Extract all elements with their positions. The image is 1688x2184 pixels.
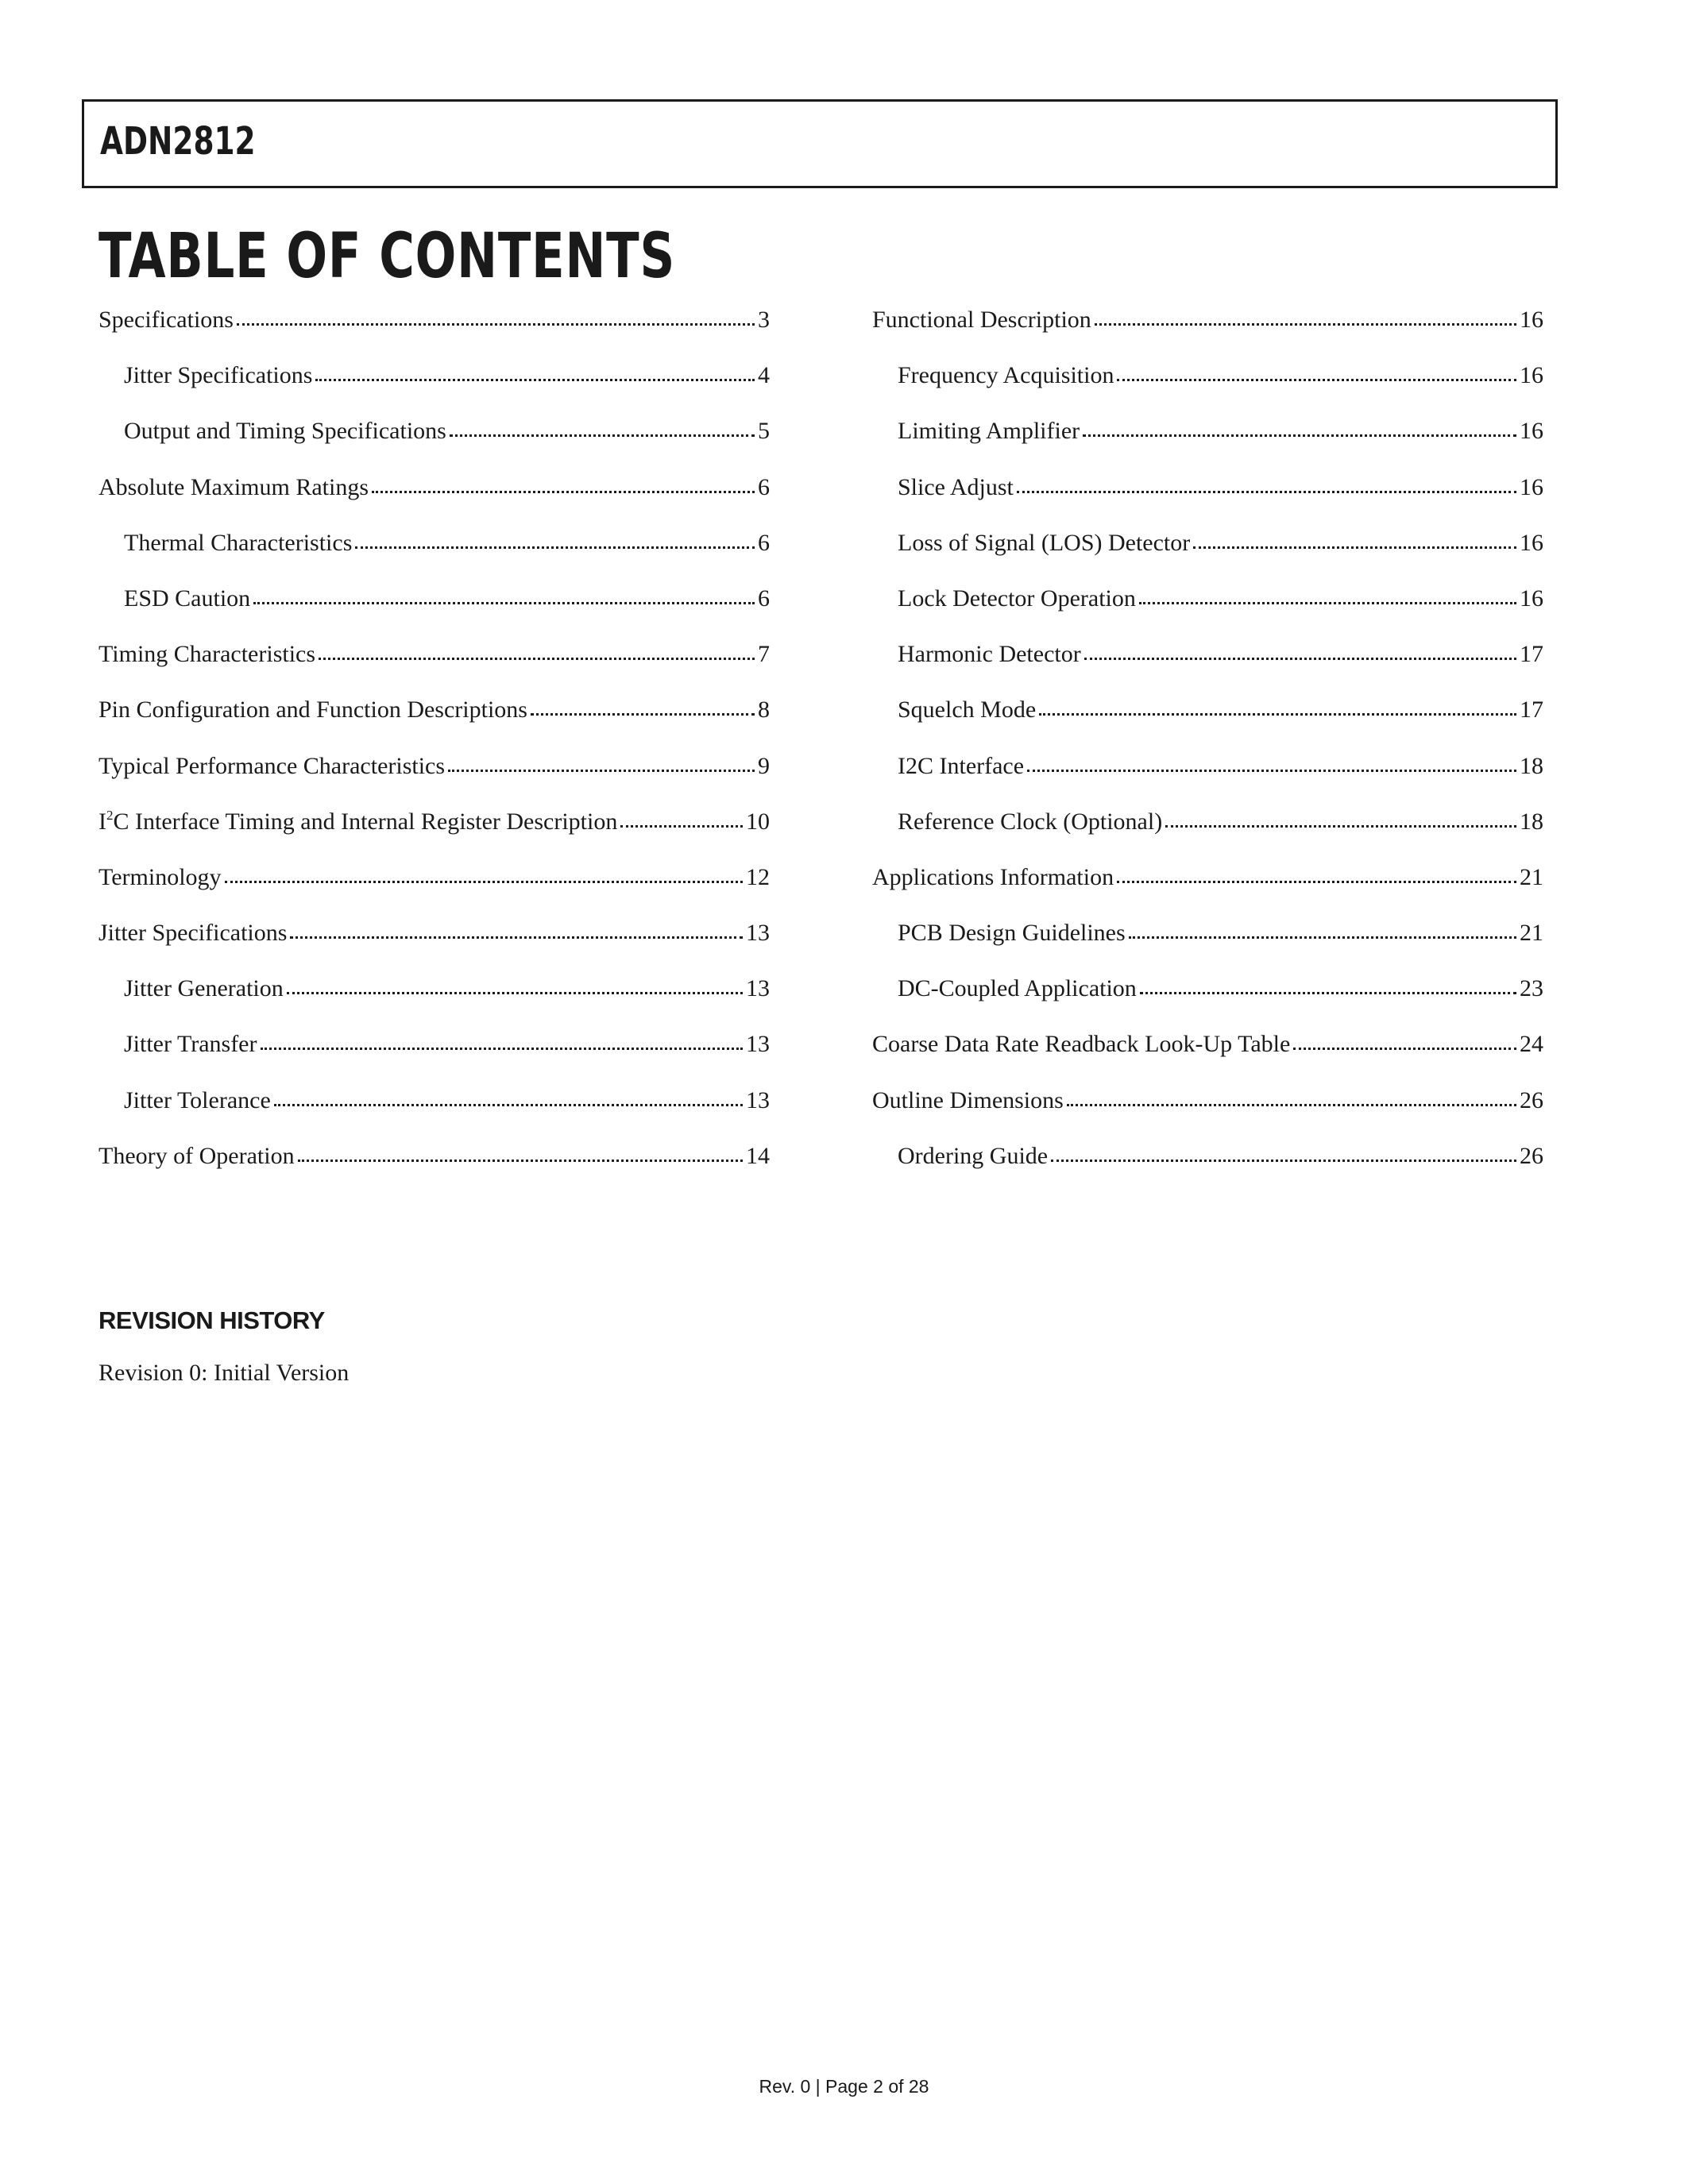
toc-entry-label: I2C Interface [898,752,1025,779]
toc-entry[interactable] [98,636,770,692]
toc-entry-page: 13 [746,920,770,947]
toc-entry-label-prefix: I [98,808,106,835]
toc-entry-label: Absolute Maximum Ratings [98,473,369,500]
toc-entry-label: Jitter Specifications [98,920,288,947]
toc-entry-page: 6 [758,585,770,612]
toc-entry-label: Typical Performance Characteristics [98,752,446,779]
toc-dot-leader [1293,1047,1516,1050]
toc-dot-leader [1039,712,1516,716]
toc-entry-label: Jitter Tolerance [124,1086,271,1113]
toc-entry-label: Outline Dimensions [872,1086,1064,1113]
toc-entry-label: Jitter Generation [124,975,284,1002]
toc-entry-label: ESD Caution [124,585,251,612]
toc-entry[interactable] [872,525,1543,581]
toc-entry-page: 5 [758,418,770,445]
toc-entry-label: Loss of Signal (LOS) Detector [898,529,1191,556]
toc-dot-leader [1117,378,1516,381]
toc-dot-leader [237,322,755,326]
toc-entry-label: Theory of Operation [98,1142,295,1169]
toc-entry[interactable] [98,1138,770,1194]
toc-entry[interactable] [872,302,1543,357]
toc-entry[interactable] [872,1026,1543,1082]
part-number: ADN2812 [100,119,256,164]
toc-entry[interactable] [872,692,1543,747]
toc-entry[interactable] [872,413,1543,469]
toc-entry[interactable] [98,970,770,1026]
toc-entry-page: 3 [758,307,770,333]
toc-entry-page: 9 [758,752,770,779]
toc-entry[interactable] [98,1082,770,1138]
toc-entry-page: 12 [746,863,770,890]
toc-entry-label: Pin Configuration and Function Descriptions [98,696,527,723]
toc-entry-label-superscript: 2 [106,807,114,823]
toc-dot-leader [1027,769,1516,772]
toc-dot-leader [1193,546,1516,549]
toc-entry[interactable] [98,581,770,636]
toc-entry-page: 17 [1520,696,1543,723]
toc-entry-label: Jitter Specifications [124,362,313,389]
toc-title: TABLE OF CONTENTS [98,221,676,292]
toc-dot-leader [287,991,743,994]
toc-dot-leader [355,546,755,549]
toc-entry-page: 21 [1520,920,1543,947]
toc-dot-leader [1095,322,1516,326]
toc-entry[interactable] [98,915,770,970]
toc-entry-label: Reference Clock (Optional) [898,808,1163,835]
toc-entry-label: Functional Description [872,307,1091,333]
toc-entry[interactable] [98,525,770,581]
page-footer: Rev. 0 | Page 2 of 28 [759,2076,929,2097]
toc-dot-leader [1117,880,1516,883]
toc-dot-leader [1165,824,1516,828]
toc-entry-page: 10 [746,808,770,835]
toc-entry[interactable] [98,859,770,915]
toc-entry-page: 16 [1520,362,1543,389]
toc-entry[interactable] [98,357,770,413]
toc-right-column [872,302,1543,1194]
toc-entry-page: 17 [1520,641,1543,668]
toc-entry-label: DC-Coupled Application [898,975,1137,1002]
toc-entry-page: 13 [746,1031,770,1058]
toc-entry[interactable] [872,357,1543,413]
toc-entry[interactable] [872,748,1543,804]
toc-entry-label: Terminology [98,863,222,890]
toc-entry-page: 16 [1520,585,1543,612]
toc-entry-label: Ordering Guide [898,1142,1049,1169]
toc-entry-label: Output and Timing Specifications [124,418,446,445]
toc-entry-label: Lock Detector Operation [898,585,1136,612]
header-box [82,99,1558,188]
toc-entry-page: 13 [746,1086,770,1113]
toc-dot-leader [1140,991,1516,994]
toc-entry-label: Thermal Characteristics [124,529,353,556]
toc-dot-leader [319,657,755,660]
toc-entry[interactable] [872,469,1543,525]
toc-dot-leader [274,1103,743,1106]
toc-dot-leader [225,880,743,883]
toc-dot-leader [531,712,755,716]
toc-entry-label: Squelch Mode [898,696,1037,723]
toc-entry[interactable] [872,1082,1543,1138]
toc-entry[interactable] [98,1026,770,1082]
toc-entry-page: 8 [758,696,770,723]
toc-dot-leader [298,1159,743,1162]
toc-entry[interactable] [872,636,1543,692]
revision-history-heading: REVISION HISTORY [98,1306,325,1334]
toc-dot-leader [448,769,755,772]
toc-entry-page: 16 [1520,473,1543,500]
toc-entry-page: 16 [1520,529,1543,556]
toc-entry[interactable] [872,1138,1543,1194]
toc-dot-leader [315,378,755,381]
toc-entry[interactable] [98,302,770,357]
toc-entry-label: Harmonic Detector [898,641,1081,668]
toc-entry-page: 16 [1520,418,1543,445]
toc-dot-leader [372,490,755,493]
toc-entry-page: 18 [1520,808,1543,835]
toc-entry[interactable] [98,469,770,525]
toc-entry-page: 26 [1520,1142,1543,1169]
toc-entry-page: 6 [758,529,770,556]
toc-entry-label: Limiting Amplifier [898,418,1080,445]
toc-dot-leader [1051,1159,1516,1162]
toc-entry[interactable] [872,859,1543,915]
toc-entry-label-rest: C Interface Timing and Internal Register Description [113,808,618,835]
toc-dot-leader [620,824,743,828]
toc-entry[interactable] [872,915,1543,970]
toc-entry[interactable] [98,413,770,469]
toc-entry-label: Applications Information [872,863,1114,890]
toc-entry[interactable] [98,692,770,747]
toc-dot-leader [253,601,755,604]
toc-entry-page: 4 [758,362,770,389]
toc-entry-page: 23 [1520,975,1543,1002]
toc-entry-label: Coarse Data Rate Readback Look-Up Table [872,1031,1291,1058]
toc-entry[interactable] [872,581,1543,636]
toc-entry-label: Jitter Transfer [124,1031,257,1058]
toc-dot-leader [261,1047,744,1050]
toc-entry-label: PCB Design Guidelines [898,920,1126,947]
toc-entry-label: Frequency Acquisition [898,362,1114,389]
revision-history-text: Revision 0: Initial Version [98,1360,350,1386]
toc-dot-leader [1067,1103,1516,1106]
toc-entry[interactable] [98,748,770,804]
toc-entry-page: 18 [1520,752,1543,779]
toc-entry-label [98,804,617,840]
toc-entry-page: 14 [746,1142,770,1169]
toc-entry-page: 21 [1520,863,1543,890]
toc-entry[interactable] [98,804,770,859]
toc-entry-page: 6 [758,473,770,500]
toc-dot-leader [1139,601,1516,604]
toc-left-column [98,302,770,1194]
toc-dot-leader [290,936,743,939]
toc-dot-leader [1017,490,1516,493]
toc-entry-page: 24 [1520,1031,1543,1058]
toc-entry-label: Slice Adjust [898,473,1014,500]
toc-entry-page: 16 [1520,307,1543,333]
toc-dot-leader [1083,434,1516,437]
toc-entry-label: Specifications [98,307,234,333]
toc-dot-leader [1084,657,1516,660]
toc-entry-label: Timing Characteristics [98,641,316,668]
toc-entry-page: 7 [758,641,770,668]
toc-entry[interactable] [872,970,1543,1026]
toc-entry-page: 26 [1520,1086,1543,1113]
toc-entry[interactable] [872,804,1543,859]
toc-dot-leader [450,434,755,437]
toc-entry-page: 13 [746,975,770,1002]
toc-dot-leader [1129,936,1516,939]
